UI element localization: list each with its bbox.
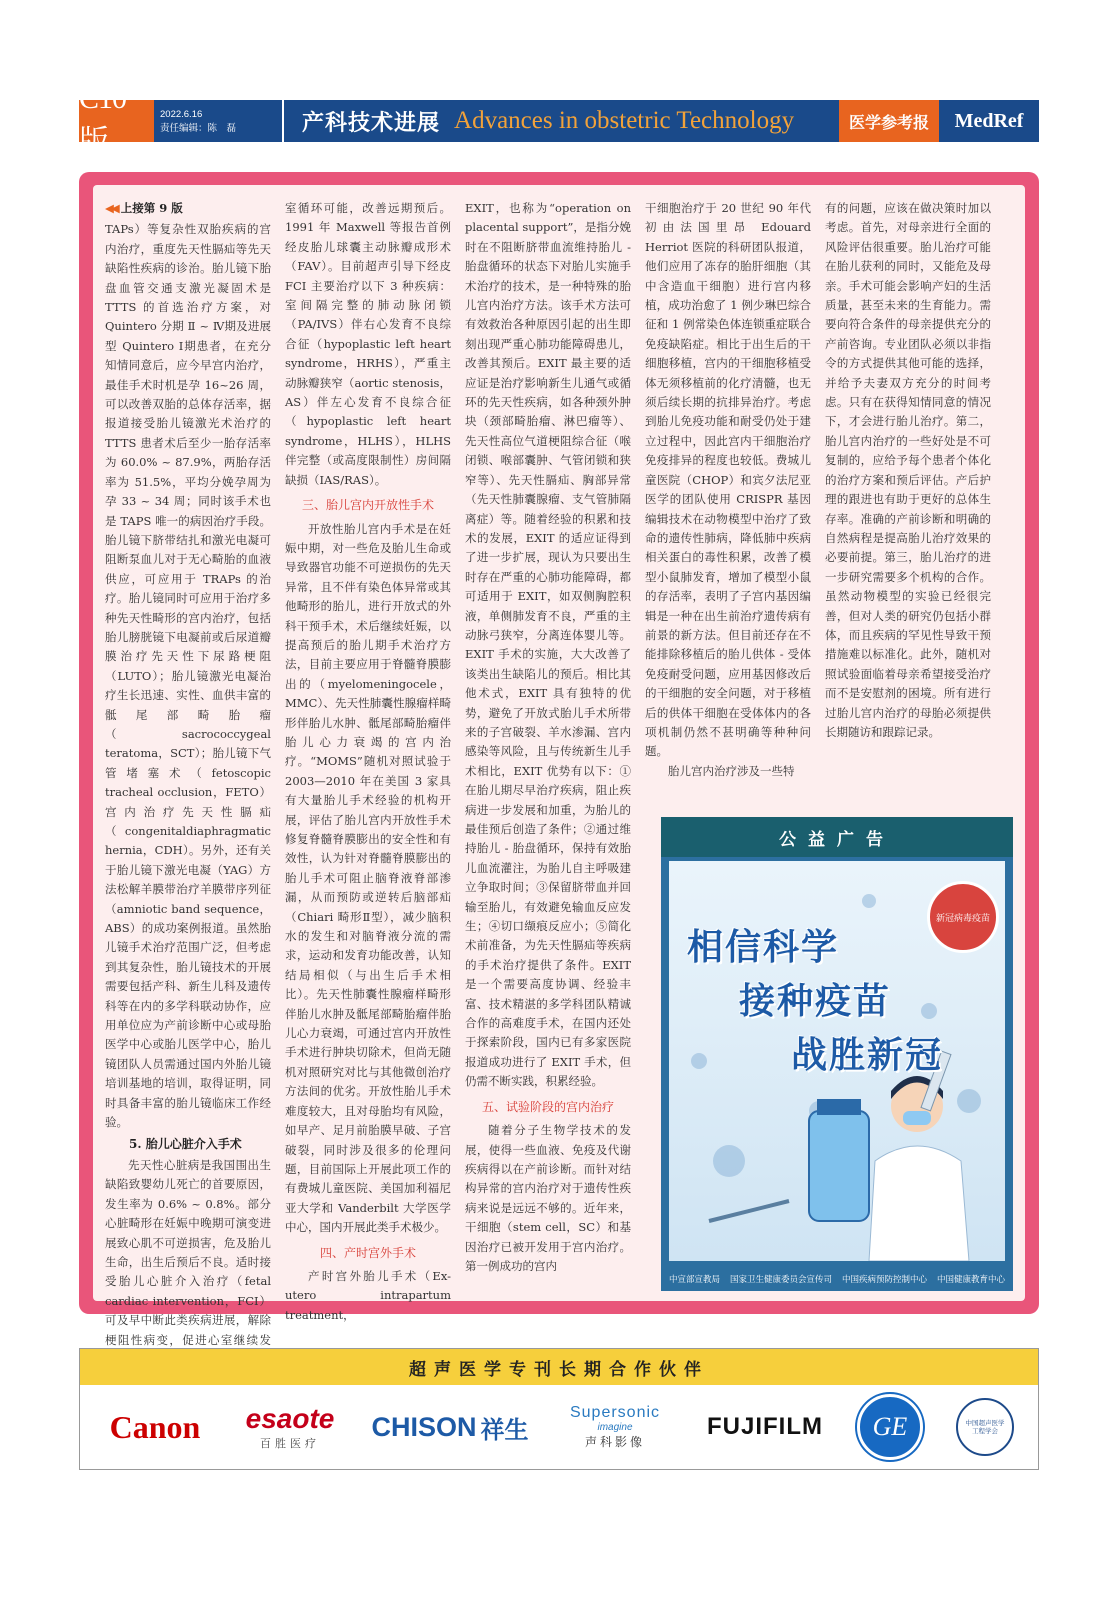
- brand-name: MedRef: [954, 109, 1024, 132]
- section-title: [284, 100, 839, 142]
- editor-credit: 责任编辑：陈 磊: [160, 123, 237, 134]
- article-column-5: [825, 199, 991, 742]
- article-frame: [79, 172, 1039, 1347]
- continued-text: 上接第 9 版: [120, 201, 183, 215]
- paragraph: 室循环可能，改善远期预后。1991 年 Maxwell 等报告首例经皮胎儿球囊主动脉瓣成形术（FAV）。目前超声引导下经皮 FCI 主要治疗以下 3 种疾病：室间隔完整的肺动脉闭锁（PA/IVS）伴右心发育不良综合征（hypoplastic left heart syndrome，HRHS），严重主动脉瓣狭窄（aortic stenosis，AS）伴左心发育不良综合征（hypoplastic left heart syndrome，HLHS），HLHS 伴完整（或高度限制性）房间隔缺损（IAS/RAS）。: [285, 201, 451, 487]
- ge-logo: [855, 1385, 925, 1469]
- section-title-en: Advances in obstetric Technology: [454, 107, 795, 134]
- sponsor: 中国疾病预防控制中心: [842, 1275, 928, 1285]
- supersonic-subtext: imagine: [597, 1422, 633, 1433]
- supersonic-logo: [560, 1385, 670, 1469]
- sponsor: 国家卫生健康委员会宣传司: [729, 1275, 832, 1285]
- partner-logos: [80, 1385, 1038, 1469]
- article-body: [93, 185, 1025, 1347]
- fujifilm-text: FUJIFILM: [707, 1413, 823, 1440]
- partners-title: 超声医学专刊长期合作伙伴: [80, 1349, 1038, 1385]
- chison-text: CHISON: [371, 1411, 477, 1442]
- page-number: C10版: [79, 100, 154, 142]
- partners-banner: [79, 1348, 1039, 1470]
- chison-cn-text: 祥生: [480, 1415, 529, 1444]
- paragraph: 胎儿宫内治疗涉及一些特: [668, 763, 795, 778]
- society-seal-text: 中国超声医学工程学会: [956, 1398, 1014, 1456]
- paragraph: EXIT，也称为“operation on placental support”，是指分娩时在不阻断脐带血流维持胎儿 - 胎盘循环的状态下对胎儿实施手术治疗的技术，是一种特殊的胎儿宫内治疗方法。该手术方法可有效救治各种原因引起的出生即刻出现严重心肺功能障碍患儿，改善其预后。EXIT 最主要的适应证是治疗影响新生儿通气或循环的先天性疾病，如各种颈外肿块（颈部畸胎瘤、淋巴瘤等）、先天性高位气道梗阻综合征（喉闭锁、喉部囊肿、气管闭锁和狭窄等）、先天性膈疝、胸部异常（先天性肺囊腺瘤、支气管肺隔离症）等。随着经验的积累和技术的发展，EXIT 的适应证得到了进一步扩展，现认为只要出生时存在严重的心肺功能障碍，都可适用于 EXIT，如双侧胸腔积液，单侧肺发育不良，严重的主动脉弓狭窄，分离连体婴儿等。EXIT 手术的实施，大大改善了该类出生缺陷儿的预后。相比其他术式，EXIT 具有独特的优势，避免了开放式胎儿手术所带来的子宫破裂、羊水渗漏、宫内感染等风险，且与传统新生儿手术相比，EXIT 优势有以下：①在胎儿期尽早治疗疾病，阻止疾病进一步发展和加重，为胎儿的最佳预后创造了条件；②通过维持胎儿 - 胎盘循环，保持有效胎儿血流灌注，为胎儿自主呼吸建立争取时间；③保留脐带血并回输至胎儿，有效避免输血反应发生；④切口缬痕反应小；⑤简化术前准备，为先天性膈疝等疾病的手术治疗提供了条件。EXIT 是一个需要高度协调、经验丰富、技术精湛的多学科团队精诚合作的高难度手术，在国内还处于探索阶段，国内已有多家医院报道成功进行了 EXIT 手术，但仍需不断实践，积累经验。: [465, 201, 631, 1089]
- issue-meta: [154, 100, 284, 142]
- supersonic-text: Supersonic: [569, 1404, 661, 1421]
- ge-text: GE: [857, 1394, 923, 1460]
- vaccine-vial-icon: [809, 1111, 869, 1221]
- paragraph: 随着分子生物学技术的发展，使得一些血液、免疫及代谢疾病得以在产前诊断。而针对结构异常的宫内治疗对于遗传性疾病来说是远远不够的。近年来，干细胞（stem cell，SC）和基因治疗已被开发用于宫内治疗。第一例成功的宫内: [465, 1123, 631, 1273]
- society-seal-logo: [940, 1385, 1030, 1469]
- article-column-1: [105, 199, 271, 1369]
- page-header: [79, 82, 1039, 158]
- ad-slogan-2: 接种疫苗: [739, 981, 892, 1022]
- ad-artwork: [669, 861, 1005, 1261]
- paragraph: 产时宫外胎儿手术（Ex-utero intrapartum treatment，: [285, 1268, 451, 1322]
- paragraph: 先天性心脏病是我国围出生缺陷致婴幼儿死亡的首要原因，发生率为 0.6% ~ 0.8%。部分心脏畸形在妊娠中晚期可演变进展致心肌不可逆损害，危及胎儿生命，出生后预后不良。适时接受胎儿心脏介入治疗（fetal cardiac intervention，FCI）可及早中断此类疾病进展，解除梗阻性病变，促进心室继续发: [105, 1157, 271, 1347]
- section-heading: 五、试验阶段的宫内治疗: [481, 1099, 614, 1114]
- esaote-subtext: 百胜医疗: [260, 1437, 320, 1450]
- sponsor: 中宣部宣教局: [668, 1275, 720, 1285]
- paragraph: 有的问题，应该在做决策时加以考虑。首先，对母亲进行全面的风险评估很重要。胎儿治疗可能在胎儿获利的同时，又能危及母亲。手术可能会影响产妇的生活质量，甚至未来的生育能力。需要向符合条件的母亲提供充分的产前咨询。专业团队必须以非指令的方式提供其他可能的选择，并给予夫妻双方充分的时间考虑。只有在获得知情同意的情况下，才会进行胎儿治疗。第二，胎儿宫内治疗的一些好处是不可复制的，应给予每个患者个体化的治疗方案和预后评估。产后护理的跟进也有助于更好的总体生存率。准确的产前诊断和明确的自然病程是提高胎儿治疗效果的必要前提。第三，胎儿治疗的进一步研究需要多个机构的合作。虽然动物模型的实验已经很完善，但对人类的研究仍包括小群体，而且疾病的罕见性导致干预措施难以标准化。此外，随机对照试验面临着母亲希望接受治疗而不是安慰剂的困境。所有进行过胎儿宫内治疗的母胎必须提供长期随访和跟踪记录。: [825, 201, 991, 739]
- paragraph: 开放性胎儿宫内手术是在妊娠中期，对一些危及胎儿生命或导致器官功能不可逆损伤的先天异常，且不伴有染色体异常或其他畸形的胎儿，进行开放式的外科干预手术，术后继续妊娠，以提高预后的胎儿期手术治疗方法，目前主要应用于脊髓脊膜膨出的（myelomeningocele，MMC）、先天性肺囊性腺瘤样畸形伴胎儿水肿、骶尾部畸胎瘤伴胎儿心力衰竭的宫内治疗。“MOMS”随机对照试验于 2003—2010 年在美国 3 家具有大量胎儿手术经验的机构开展，评估了胎儿宫内开放性手术修复脊髓脊膜膨出的安全性和有效性，认为针对脊髓脊膜膨出的胎儿手术可阻止脑脊液脊部渗漏，从而预防或逆转后脑部疝（Chiari 畸形Ⅱ型），减少脑积水的发生和对脑脊液分流的需求，运动和发育功能改善，认知结局相似（与出生后手术相比）。先天性肺囊性腺瘤样畸形伴胎儿水肿及骶尾部畸胎瘤伴胎儿心力衰竭，可通过宫内开放性手术进行肿块切除术，但尚无随机对照研究对比与其他微创治疗方法间的优劣。开放性胎儿手术难度较大，且对母胎均有风险，如早产、足月前胎膜早破、子宫破裂，同时涉及很多的伦理问题，目前国际上开展此项工作的有费城儿童医院、美国加利福尼亚大学和 Vanderbilt 大学医学中心，国内开展此类手术极少。: [285, 521, 451, 1235]
- canon-text: Canon: [109, 1408, 201, 1445]
- ad-sponsors: [661, 1273, 1013, 1285]
- vaccine-badge: 新冠病毒疫苗: [927, 881, 999, 953]
- arrow-left-icon: ◀◀: [105, 201, 117, 215]
- paragraph: 干细胞治疗于 20 世纪 90 年代初由法国里昂 Edouard Herriot 医院的科研团队报道，他们应用了冻存的胎肝细胞（其中含造血干细胞）进行宫内移植，成功治愈了 1 例少琳巴综合征和 1 例常染色体连锁重症联合免疫缺陷症。相比于出生后的干细胞移植，宫内的干细胞移植受体无须移植前的化疗清髓，也无须后续长期的抗排异治疗。考虑到胎儿免疫功能和耐受仍处于建立过程中，因此宫内干细胞治疗免疫排异的程度也较低。费城儿童医院（CHOP）和宾夕法尼亚医学的团队使用 CRISPR 基因编辑技术在动物模型中治疗了致命的遗传性肺病，降低肺中疾病相关蛋白的毒性积累，改善了模型小鼠肺发育，增加了模型小鼠的存活率，表明了子宫内基因编辑是一种在出生前治疗遗传病有前景的新方法。但目前还存在不能排除移植后的胎儿供体 - 受体免疫耐受问题，应用基因修改后的干细胞的安全问题，对于移植后的供体干细胞在受体体内的各项机制仍然不甚明确等种种问题。: [645, 201, 811, 759]
- canon-logo: [90, 1385, 220, 1469]
- chison-logo: [365, 1385, 535, 1469]
- article-column-2: [285, 199, 451, 1325]
- esaote-text: esaote: [245, 1403, 335, 1434]
- supersonic-cn-text: 声科影像: [584, 1435, 645, 1449]
- section-heading: 四、产时宫外手术: [319, 1245, 416, 1260]
- section-heading: 三、胎儿宫内开放性手术: [301, 498, 434, 513]
- subsection-heading: 5. 胎儿心脏介入手术: [129, 1136, 242, 1151]
- article-column-3: [465, 199, 631, 1276]
- paragraph: TAPs）等复杂性双胎疾病的宫内治疗，重度先天性膈疝等先天缺陷性疾病的诊治。胎儿镜下胎盘血管交通支激光凝固术是 TTTS 的首选治疗方案，对 Quintero 分期 Ⅱ ~ Ⅳ期及进展型 Quintero Ⅰ期患者，在充分知情同意后，应今早宫内治疗，最佳手术时机是孕 16~26 周，可以改善双胎的总体存活率，据报道接受胎儿镜激光术治疗的 TTTS 患者术后至少一胎存活率为 60.0% ~ 87.9%，两胎存活率为 51.5%，平均分娩孕周为孕 33 ~ 34 周；同时该手术也是 TAPS 唯一的病因治疗手段。胎儿镜下脐带结扎和激光电凝可阻断泵血儿对于无心畸胎的血液供应，可应用于 TRAPs 的治疗。胎儿镜同时可应用于治疗多种先天性畸形的宫内治疗，包括胎儿膀胱镜下电凝前或后尿道瓣膜治疗先天性下尿路梗阻（LUTO）；胎儿镜激光电凝治疗生长迅速、实性、血供丰富的骶尾部畸胎瘤（sacrococcygeal teratoma，SCT）；胎儿镜下气管堵塞术（fetoscopic tracheal occlusion，FETO）宫内治疗先天性膈疝（congenitaldiaphragmatic hernia，CDH）。另外，还有关于胎儿镜下激光电凝（YAG）方法松解羊膜带治疗羊膜带序列征（amniotic band sequence，ABS）的成功案例报道。虽然胎儿镜手术治疗范围广泛，但考虑到其复杂性，胎儿镜技术的开展需要包括产科、新生儿科及遗传科等在内的多学科联动协作，应用单位应为产前诊断中心或母胎医学中心或胎儿医学中心，胎儿镜团队人员需通过国内外胎儿镜培训基地的培训，取得证明，同时具备丰富的胎儿镜临床工作经验。: [105, 222, 271, 1130]
- public-service-ad: [661, 817, 1013, 1291]
- paper-name: 医学参考报: [839, 100, 939, 142]
- ad-slogan-1: 相信科学: [687, 927, 840, 968]
- fujifilm-logo: [690, 1385, 840, 1469]
- issue-date: 2022.6.16: [160, 109, 203, 120]
- section-title-cn: 产科技术进展: [302, 109, 441, 136]
- sponsor: 中国健康教育中心: [937, 1275, 1006, 1285]
- continued-note: [105, 199, 271, 218]
- esaote-logo: [230, 1385, 350, 1469]
- ad-header: 公益广告: [661, 817, 1013, 857]
- article-column-4: [645, 199, 811, 781]
- ad-slogan-3: 战胜新冠: [791, 1035, 944, 1076]
